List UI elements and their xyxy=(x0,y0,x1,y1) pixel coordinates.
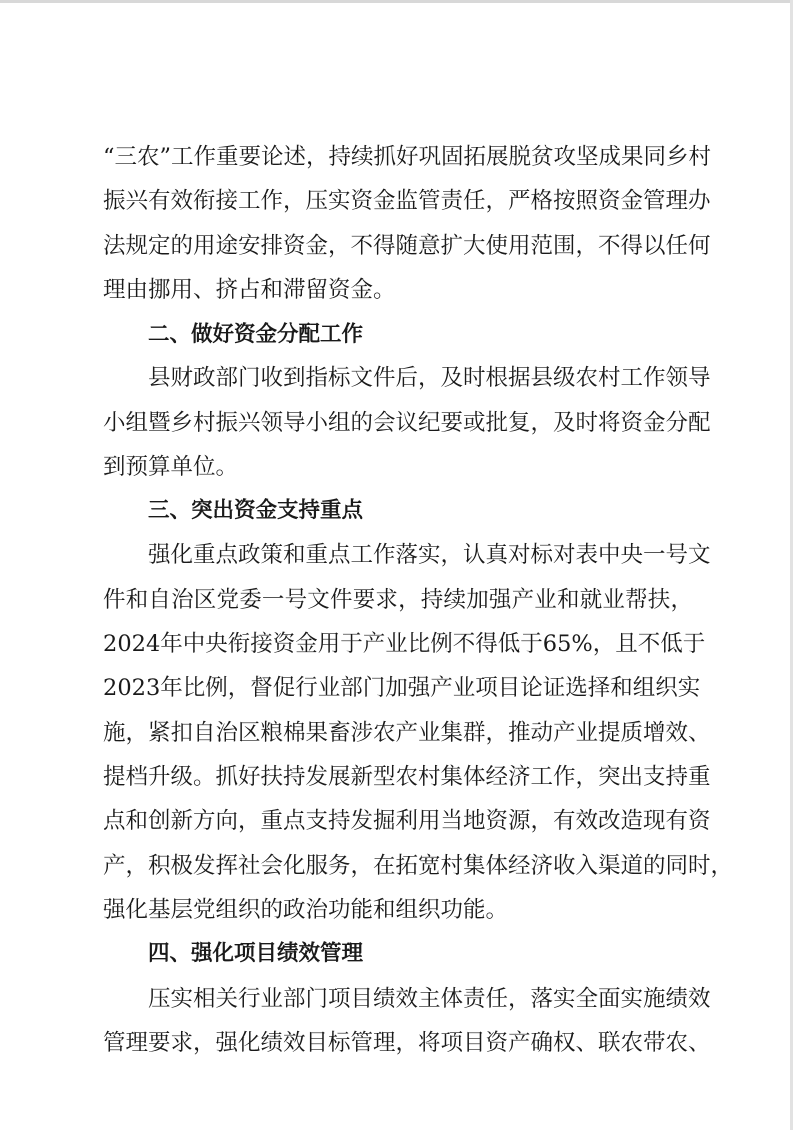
section-heading: 二、做好资金分配工作 xyxy=(148,322,364,347)
paragraph-line: 管理要求，强化绩效目标管理，将项目资产确权、联农带农、 xyxy=(103,1030,711,1056)
paragraph-line: 提档升级。抓好扶持发展新型农村集体经济工作，突出支持重 xyxy=(103,764,711,790)
paragraph-line: 振兴有效衔接工作，压实资金监管责任，严格按照资金管理办 xyxy=(103,188,711,214)
scan-edge-top xyxy=(0,0,793,3)
paragraph-line: 小组暨乡村振兴领导小组的会议纪要或批复，及时将资金分配 xyxy=(103,410,711,436)
paragraph-line: 点和创新方向，重点支持发掘利用当地资源，有效改造现有资 xyxy=(103,808,711,834)
paragraph-line: 理由挪用、挤占和滞留资金。 xyxy=(103,277,396,303)
paragraph-line: 到预算单位。 xyxy=(103,454,239,480)
paragraph-line: 2024年中央衔接资金用于产业比例不得低于65%，且不低于 xyxy=(103,631,706,657)
paragraph-line: 压实相关行业部门项目绩效主体责任，落实全面实施绩效 xyxy=(148,986,711,1012)
section-heading: 四、强化项目绩效管理 xyxy=(148,941,364,966)
paragraph-line: 件和自治区党委一号文件要求，持续加强产业和就业帮扶， xyxy=(103,587,693,613)
paragraph-line: 强化重点政策和重点工作落实，认真对标对表中央一号文 xyxy=(148,542,711,568)
paragraph-line: 施，紧扣自治区粮棉果畜涉农产业集群，推动产业提质增效、 xyxy=(103,720,711,746)
paragraph-line: 产，积极发挥社会化服务，在拓宽村集体经济收入渠道的同时， xyxy=(103,853,734,879)
paragraph-line: 强化基层党组织的政治功能和组织功能。 xyxy=(103,897,509,923)
section-heading: 三、突出资金支持重点 xyxy=(148,498,364,523)
paragraph-line: 县财政部门收到指标文件后，及时根据县级农村工作领导 xyxy=(148,365,711,391)
paragraph-line: “三农”工作重要论述，持续抓好巩固拓展脱贫攻坚成果同乡村 xyxy=(103,144,712,170)
paragraph-line: 2023年比例，督促行业部门加强产业项目论证选择和组织实 xyxy=(103,675,701,701)
paragraph-line: 法规定的用途安排资金，不得随意扩大使用范围，不得以任何 xyxy=(103,233,711,259)
